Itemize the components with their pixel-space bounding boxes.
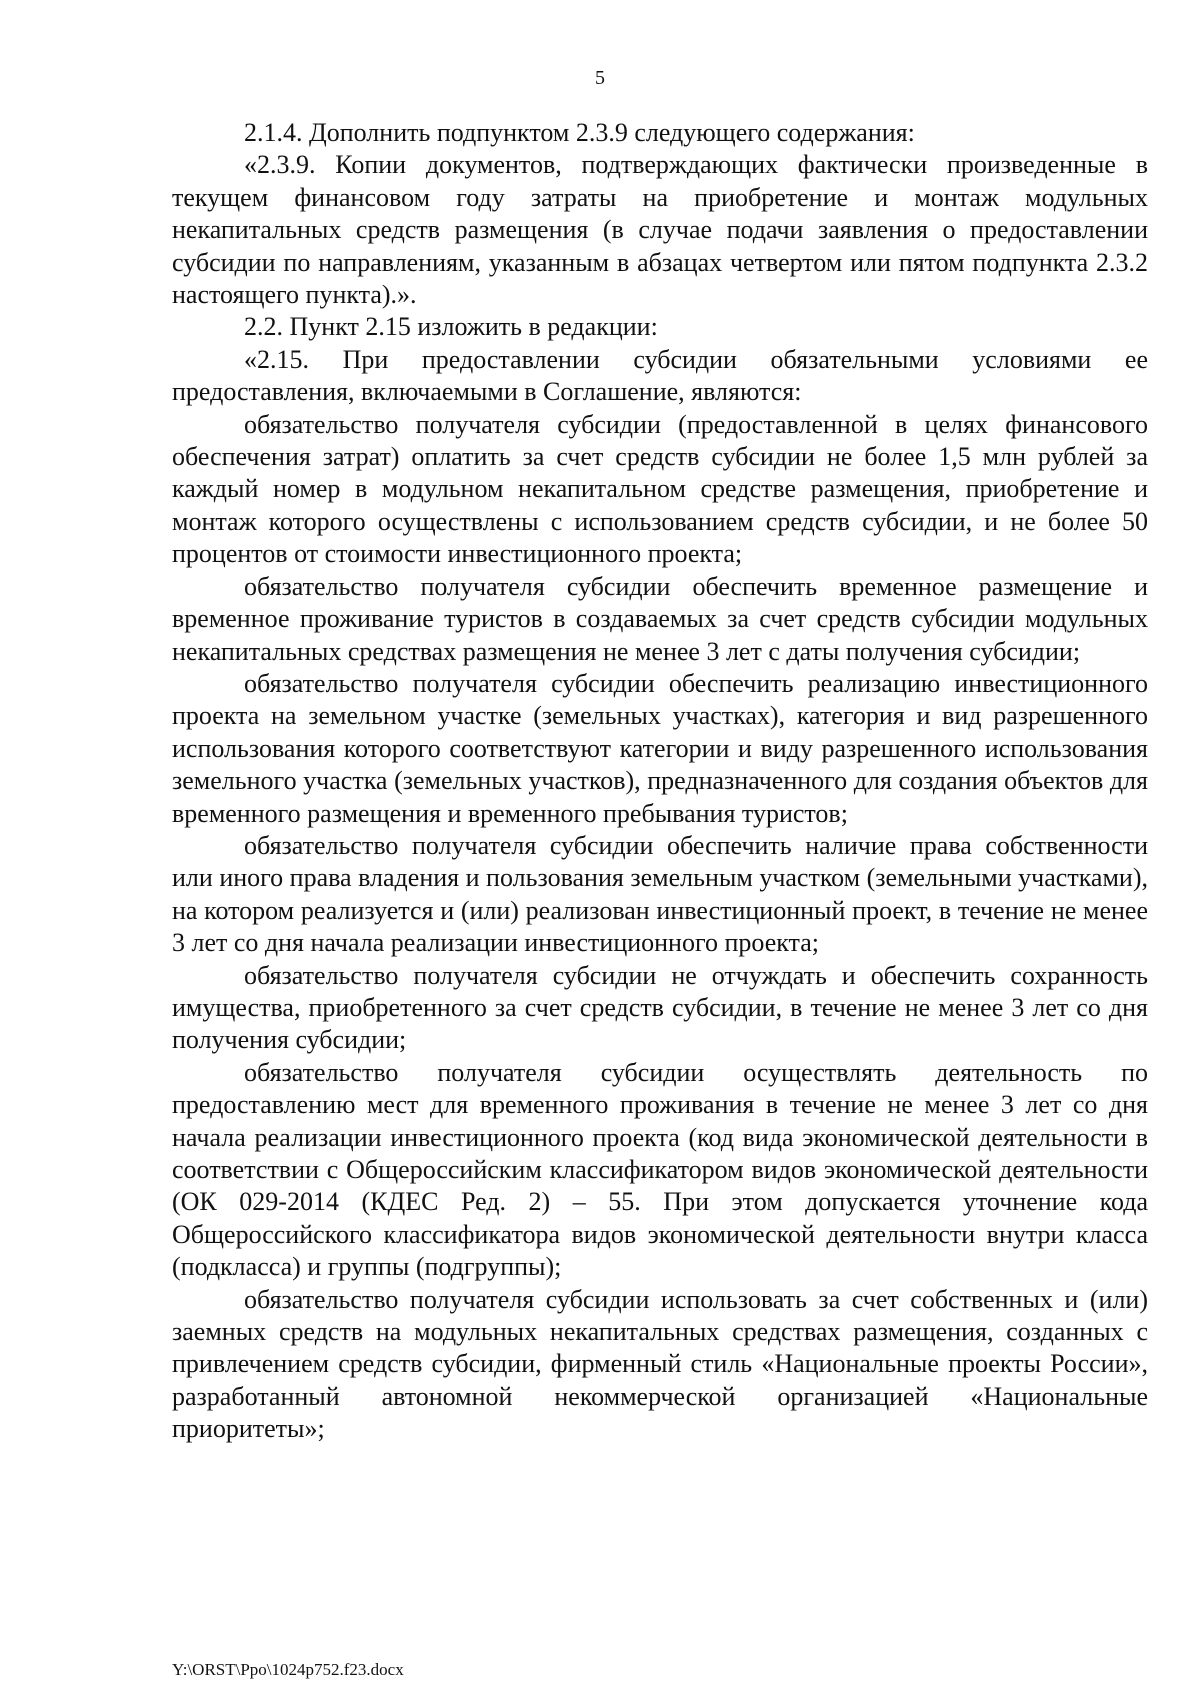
obligation-paragraph: обязательство получателя субсидии не отчуждать и обеспечить сохранность имущества, приобретенного за счет средств субсидии, в течение не менее 3 лет со дня получения субсидии; [172, 960, 1148, 1055]
obligation-paragraph: обязательство получателя субсидии обеспечить реализацию инвестиционного проекта на земельном участке (земельных участках), категория и вид разрешенного использования которого соответствуют категории и виду разрешенного использования земельного участка (земельных участков), предназначенного для создания объектов для временного размещения и временного пребывания туристов; [172, 668, 1148, 828]
page-number: 5 [595, 67, 605, 89]
paragraph-2-15: «2.15. При предоставлении субсидии обязательными условиями ее предоставления, включаемыми в Соглашение, являются: [172, 344, 1148, 407]
document-body [172, 117, 1148, 1446]
paragraph-2-1-4: 2.1.4. Дополнить подпунктом 2.3.9 следующего содержания: [244, 118, 915, 147]
paragraph-2-3-9: «2.3.9. Копии документов, подтверждающих фактически произведенные в текущем финансовом году затраты на приобретение и монтаж модульных некапитальных средств размещения (в случае подачи заявления о предоставлении субсидии по направлениям, указанным в абзацах четвертом или пятом подпункта 2.3.2 настоящего пункта).». [172, 150, 1148, 310]
obligation-paragraph: обязательство получателя субсидии осуществлять деятельность по предоставлению мест для временного проживания в течение не менее 3 лет со дня начала реализации инвестиционного проекта (код вида экономической деятельности в соответствии с Общероссийским классификатором видов экономической деятельности (ОК 029-2014 (КДЕС Ред. 2) – 55. При этом допускается уточнение кода Общероссийского классификатора видов экономической деятельности внутри класса (подкласса) и группы (подгруппы); [172, 1057, 1148, 1282]
paragraph-2-2: 2.2. Пункт 2.15 изложить в редакции: [244, 312, 658, 342]
obligation-paragraph: обязательство получателя субсидии обеспечить наличие права собственности или иного права владения и пользования земельным участком (земельными участками), на котором реализуется и (или) реализован инвестиционный проект, в течение не менее 3 лет со дня начала реализации инвестиционного проекта; [172, 830, 1148, 958]
obligation-paragraph: обязательство получателя субсидии (предоставленной в целях финансового обеспечения затрат) оплатить за счет средств субсидии не более 1,5 млн рублей за каждый номер в модульном некапитальном средстве размещения, приобретение и монтаж которого осуществлены с использованием средств субсидии, и не более 50 процентов от стоимости инвестиционного проекта; [172, 409, 1148, 569]
obligation-paragraph: обязательство получателя субсидии использовать за счет собственных и (или) заемных средств на модульных некапитальных средствах размещения, созданных с привлечением средств субсидии, фирменный стиль «Национальные проекты России», разработанный автономной некоммерческой организацией «Национальные приоритеты»; [172, 1284, 1148, 1444]
obligation-paragraph: обязательство получателя субсидии обеспечить временное размещение и временное проживание туристов в создаваемых за счет средств субсидии модульных некапитальных средствах размещения не менее 3 лет с даты получения субсидии; [172, 571, 1148, 666]
footer-file-path: Y:\ORST\Ppo\1024p752.f23.docx [172, 1660, 404, 1679]
